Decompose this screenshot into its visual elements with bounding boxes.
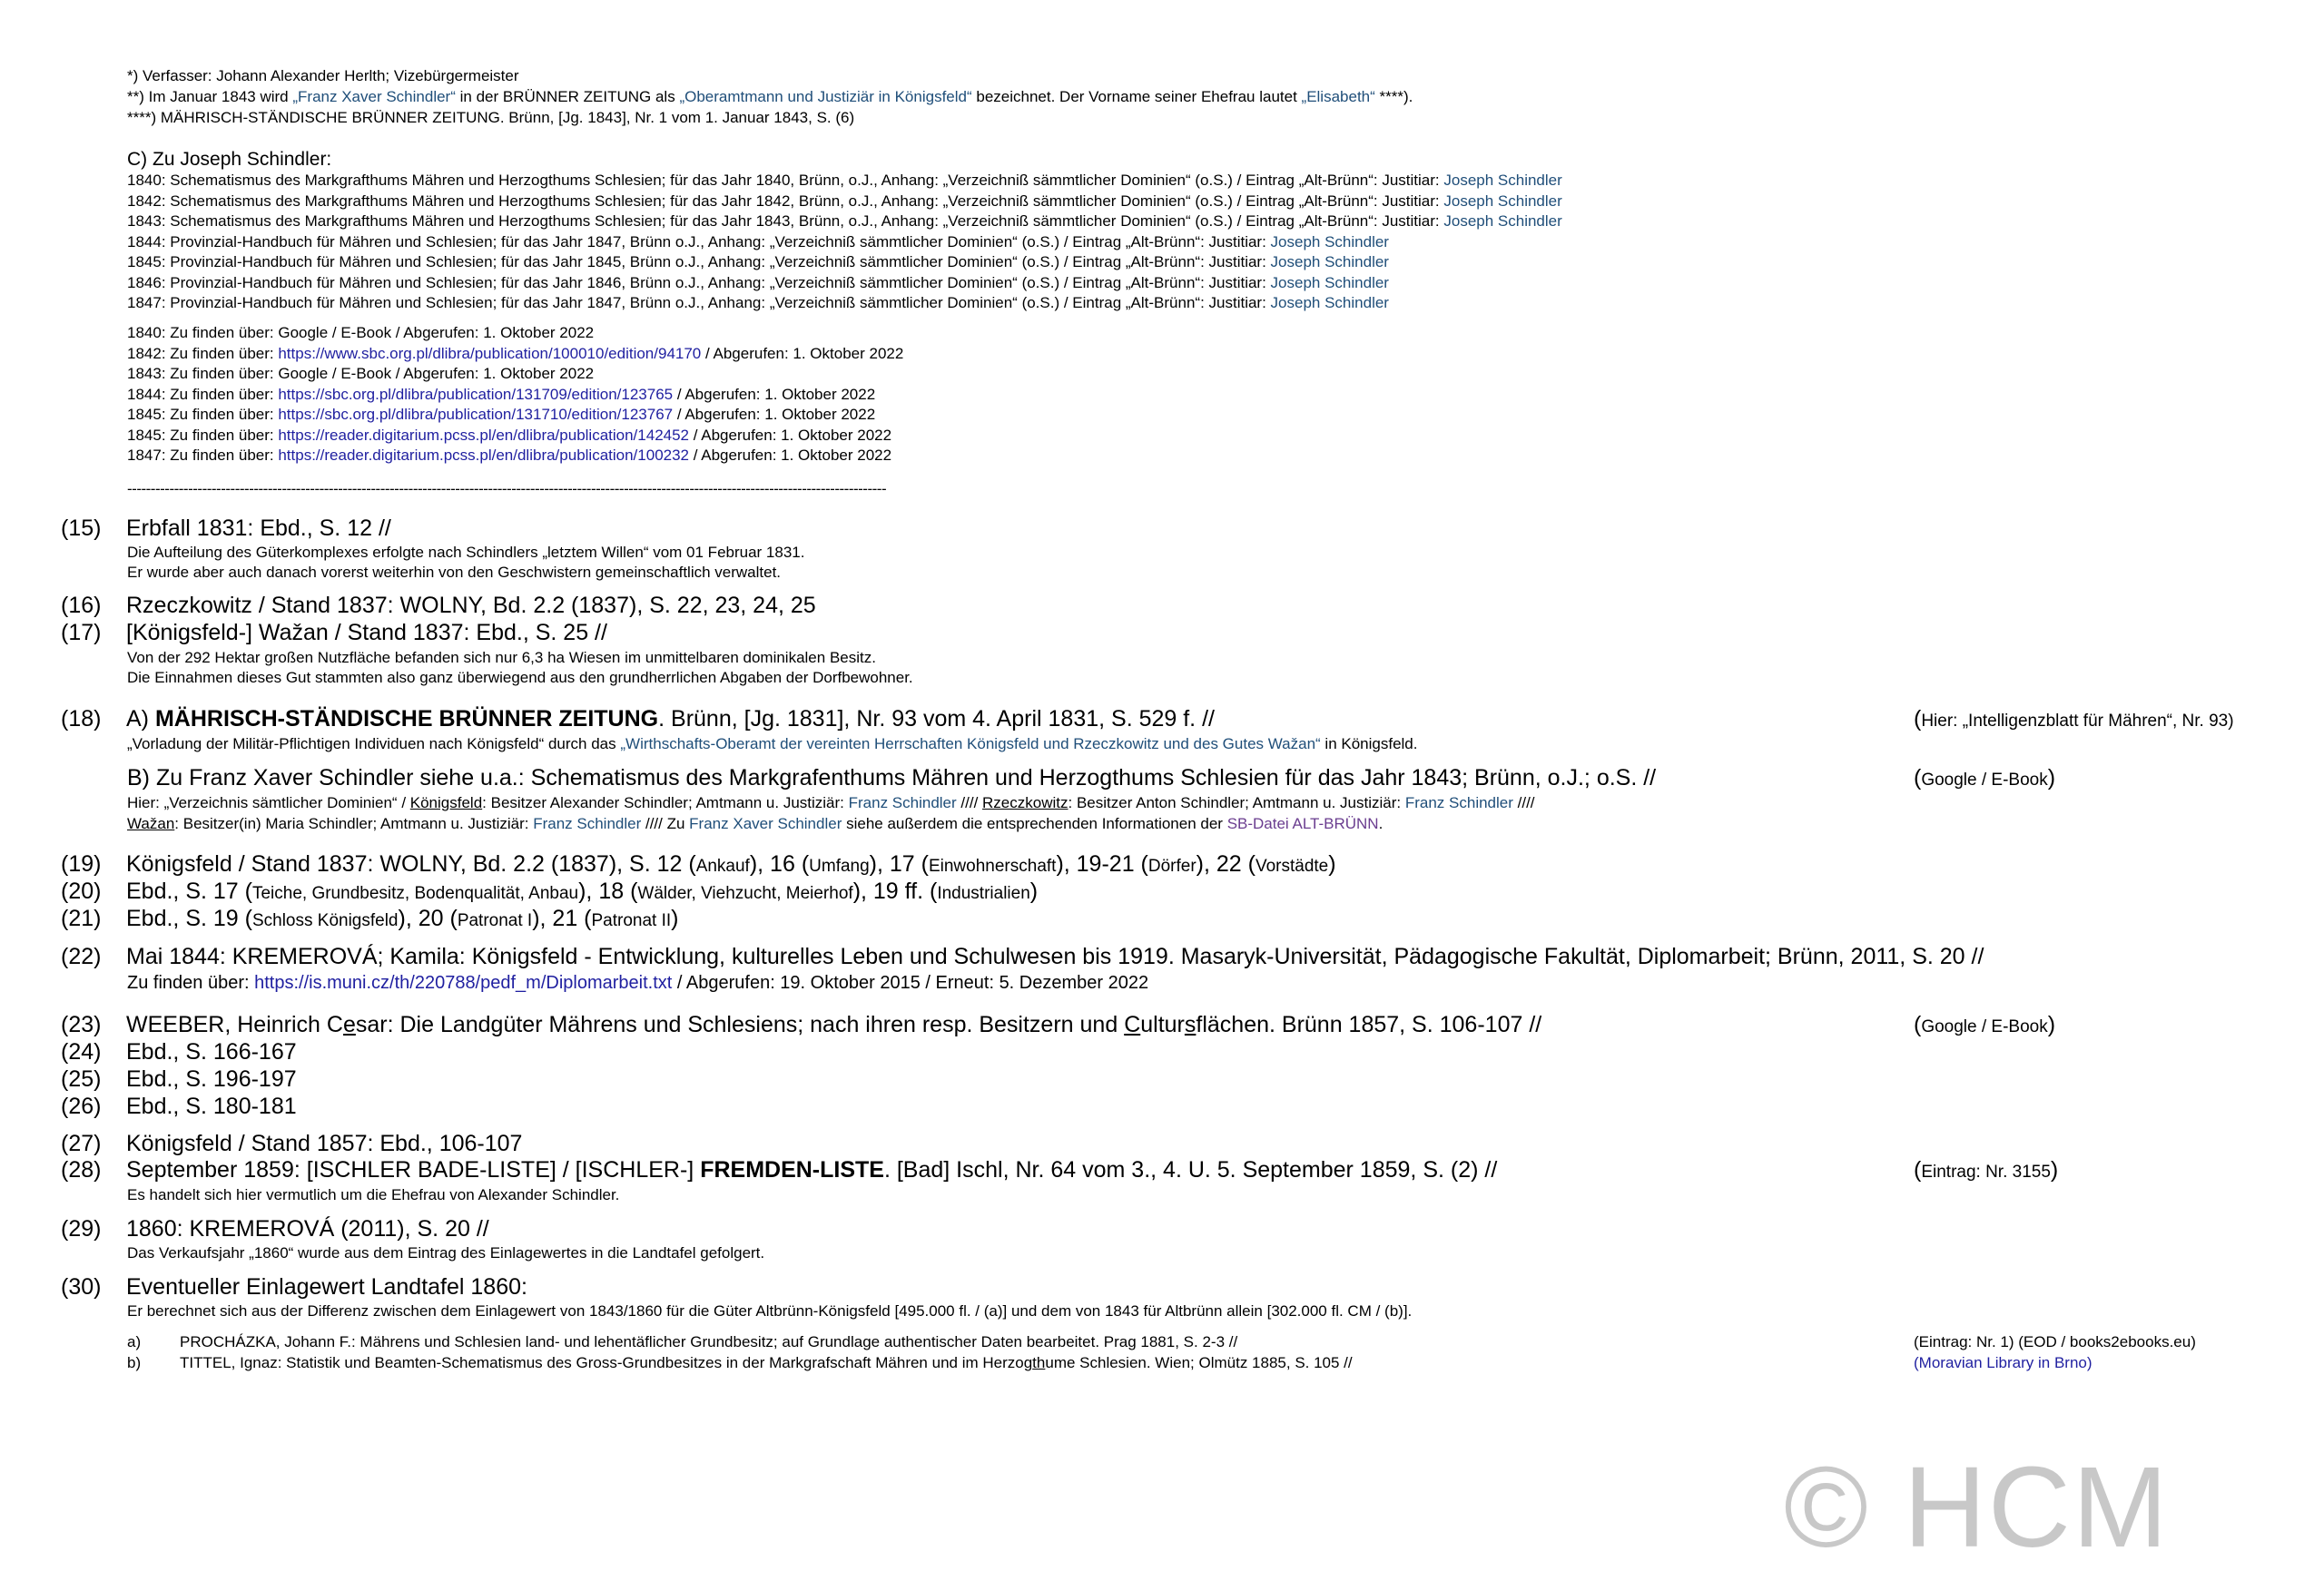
entry-number: (30) [61, 1274, 102, 1300]
copyright-watermark: © HCM [1784, 1443, 2170, 1571]
entry-18b-note: Wažan: Besitzer(in) Maria Schindler; Amtmann u. Justiziär: Franz Schindler //// Zu Franz Xaver Schindler siehe außerdem die entsprechenden Informationen der SB-Datei ALT-BRÜNN. [127, 815, 1384, 832]
source-link[interactable]: https://www.sbc.org.pl/dlibra/publication/100010/edition/94170 [278, 344, 702, 362]
schematismus-entry: 1847: Provinzial-Handbuch für Mähren und Schlesien; für das Jahr 1847, Brünn o.J., Anhang: „Verzeichniß sämmtlicher Dominien“ (o.S.) / Eintrag „Alt-Brünn“: Justitiar: Joseph Schindler [127, 294, 1389, 311]
entry-18b-source: (Google / E-Book) [1914, 765, 2056, 790]
entry-27-main: Königsfeld / Stand 1857: Ebd., 106-107 [126, 1131, 523, 1156]
entry-21-main: Ebd., S. 19 (Schloss Königsfeld), 20 (Patronat I), 21 (Patronat II) [126, 906, 679, 931]
entry-30-b: TITTEL, Ignaz: Statistik und Beamten-Schematismus des Gross-Grundbesitzes in der Markgrafschaft Mähren und im Herzogthume Schlesien. Wien; Olmütz 1885, S. 105 // [180, 1354, 1353, 1371]
entry-18b-note: Hier: „Verzeichnis sämtlicher Dominien“ / Königsfeld: Besitzer Alexander Schindler; Amtmann u. Justiziär: Franz Schindler //// Rzeczkowitz: Besitzer Anton Schindler; Amtmann u. Justiziär: Franz Schindler //// [127, 794, 1535, 811]
entry-15-main: Erbfall 1831: Ebd., S. 12 // [126, 515, 391, 541]
entry-22-main: Mai 1844: KREMEROVÁ; Kamila: Königsfeld - Entwicklung, kulturelles Leben und Schulwesen bis 1919. Masaryk-Universität, Pädagogische Fakultät, Diplomarbeit; Brünn, 2011, S. 20 // [126, 944, 1984, 969]
entry-28-source: (Eintrag: Nr. 3155) [1914, 1157, 2059, 1183]
source-entry: 1840: Zu finden über: Google / E-Book / Abgerufen: 1. Oktober 2022 [127, 324, 595, 341]
entry-number: (22) [61, 944, 102, 969]
source-entry: 1845: Zu finden über: https://reader.digitarium.pcss.pl/en/dlibra/publication/142452 / Abgerufen: 1. Oktober 2022 [127, 426, 892, 444]
footnote-zeitung: ****) MÄHRISCH-STÄNDISCHE BRÜNNER ZEITUNG. Brünn, [Jg. 1843], Nr. 1 vom 1. Januar 1843, S. (6) [127, 109, 855, 126]
entry-number: (23) [61, 1012, 102, 1037]
person-name: Joseph Schindler [1270, 273, 1389, 291]
entry-22-source: Zu finden über: https://is.muni.cz/th/220788/pedf_m/Diplomarbeit.txt / Abgerufen: 19. Oktober 2015 / Erneut: 5. Dezember 2022 [127, 973, 1149, 993]
entry-number: (25) [61, 1066, 102, 1092]
source-entry: 1843: Zu finden über: Google / E-Book / Abgerufen: 1. Oktober 2022 [127, 365, 595, 382]
source-entry: 1844: Zu finden über: https://sbc.org.pl/dlibra/publication/131709/edition/123765 / Abgerufen: 1. Oktober 2022 [127, 385, 876, 403]
entry-number: (16) [61, 593, 102, 618]
person-name: Joseph Schindler [1270, 232, 1389, 250]
person-name: Joseph Schindler [1443, 212, 1562, 230]
entry-number: (17) [61, 620, 102, 645]
source-link[interactable]: https://sbc.org.pl/dlibra/publication/131710/edition/123767 [278, 406, 674, 423]
entry-17-note: Die Einnahmen dieses Gut stammten also ganz überwiegend aus den grundherrlichen Abgaben der Dorfbewohner. [127, 669, 913, 686]
entry-17-main: [Königsfeld-] Wažan / Stand 1837: Ebd., S. 25 // [126, 620, 607, 645]
entry-28-main: September 1859: [ISCHLER BADE-LISTE] / [ISCHLER-] FREMDEN-LISTE. [Bad] Ischl, Nr. 64 vom 3., 4. U. 5. September 1859, S. (2) // [126, 1157, 1498, 1183]
source-link[interactable]: https://reader.digitarium.pcss.pl/en/dlibra/publication/100232 [278, 447, 690, 464]
schematismus-entry: 1843: Schematismus des Markgrafthums Mähren und Herzogthums Schlesien; für das Jahr 1843, Brünn, o.J., Anhang: „Verzeichniß sämmtlicher Dominien“ (o.S.) / Eintrag „Alt-Brünn“: Justitiar: Joseph Schindler [127, 212, 1562, 230]
entry-24-main: Ebd., S. 166-167 [126, 1039, 297, 1065]
entry-number: (20) [61, 879, 102, 904]
entry-30-a-source: (Eintrag: Nr. 1) (EOD / books2ebooks.eu) [1914, 1333, 2196, 1350]
entry-number: (29) [61, 1216, 102, 1242]
schematismus-entry: 1844: Provinzial-Handbuch für Mähren und Schlesien; für das Jahr 1847, Brünn o.J., Anhang: „Verzeichniß sämmtlicher Dominien“ (o.S.) / Eintrag „Alt-Brünn“: Justitiar: Joseph Schindler [127, 232, 1389, 250]
entry-29-note: Das Verkaufsjahr „1860“ wurde aus dem Eintrag des Einlagewertes in die Landtafel gefolgert. [127, 1244, 765, 1262]
entry-30-b-source-link[interactable]: (Moravian Library in Brno) [1914, 1354, 2093, 1371]
entry-18a-source: (Hier: „Intelligenzblatt für Mähren“, Nr. 93) [1914, 706, 2234, 731]
entry-number: (19) [61, 851, 102, 877]
entry-number: (28) [61, 1157, 102, 1183]
person-name: Joseph Schindler [1270, 294, 1389, 311]
entry-18a-note: „Vorladung der Militär-Pflichtigen Individuen nach Königsfeld“ durch das „Wirthschafts-Oberamt der vereinten Herrschaften Königsfeld und Rzeczkowitz und des Gutes Wažan“ in Königsfeld. [127, 735, 1418, 752]
source-entry: 1845: Zu finden über: https://sbc.org.pl/dlibra/publication/131710/edition/123767 / Abgerufen: 1. Oktober 2022 [127, 406, 876, 423]
entry-25-main: Ebd., S. 196-197 [126, 1066, 297, 1092]
footnote-schindler: **) Im Januar 1843 wird „Franz Xaver Schindler“ in der BRÜNNER ZEITUNG als „Oberamtmann und Justiziär in Königsfeld“ bezeichnet. Der Vorname seiner Ehefrau lautet „Elisabeth“ ****). [127, 88, 1413, 105]
schematismus-entry: 1840: Schematismus des Markgrafthums Mähren und Herzogthums Schlesien; für das Jahr 1840, Brünn, o.J., Anhang: „Verzeichniß sämmtlicher Dominien“ (o.S.) / Eintrag „Alt-Brünn“: Justitiar: Joseph Schindler [127, 172, 1562, 189]
entry-23-source: (Google / E-Book) [1914, 1012, 2056, 1037]
source-entry: 1842: Zu finden über: https://www.sbc.org.pl/dlibra/publication/100010/edition/94170 / Abgerufen: 1. Oktober 2022 [127, 344, 904, 362]
entry-number: (26) [61, 1094, 102, 1119]
entry-number: (27) [61, 1131, 102, 1156]
source-link[interactable]: https://is.muni.cz/th/220788/pedf_m/Diplomarbeit.txt [254, 973, 673, 993]
entry-30-note: Er berechnet sich aus der Differenz zwischen dem Einlagewert von 1843/1860 für die Güter Altbrünn-Königsfeld [495.000 fl. / (a)] und dem von 1843 für Altbrünn allein [302.000 fl. CM / (b)]. [127, 1302, 1413, 1320]
section-c-heading: C) Zu Joseph Schindler: [127, 149, 332, 170]
entry-16-main: Rzeczkowitz / Stand 1837: WOLNY, Bd. 2.2 (1837), S. 22, 23, 24, 25 [126, 593, 816, 618]
entry-number: (21) [61, 906, 102, 931]
schematismus-entry: 1842: Schematismus des Markgrafthums Mähren und Herzogthums Schlesien; für das Jahr 1842, Brünn, o.J., Anhang: „Verzeichniß sämmtlicher Dominien“ (o.S.) / Eintrag „Alt-Brünn“: Justitiar: Joseph Schindler [127, 191, 1562, 210]
divider: ------------------------------------------------------------------------------------------------------------------------------------------------------------------ [127, 480, 887, 497]
source-link[interactable]: https://sbc.org.pl/dlibra/publication/131709/edition/123765 [278, 385, 674, 403]
entry-28-note: Es handelt sich hier vermutlich um die Ehefrau von Alexander Schindler. [127, 1186, 620, 1203]
source-link[interactable]: https://reader.digitarium.pcss.pl/en/dlibra/publication/142452 [278, 426, 690, 444]
entry-number: (24) [61, 1039, 102, 1065]
source-entry: 1847: Zu finden über: https://reader.digitarium.pcss.pl/en/dlibra/publication/100232 / Abgerufen: 1. Oktober 2022 [127, 447, 892, 464]
entry-19-main: Königsfeld / Stand 1837: WOLNY, Bd. 2.2 (1837), S. 12 (Ankauf), 16 (Umfang), 17 (Einwohnerschaft), 19-21 (Dörfer), 22 (Vorstädte) [126, 851, 1336, 877]
entry-26-main: Ebd., S. 180-181 [126, 1094, 297, 1119]
schematismus-entry: 1845: Provinzial-Handbuch für Mähren und Schlesien; für das Jahr 1845, Brünn o.J., Anhang: „Verzeichniß sämmtlicher Dominien“ (o.S.) / Eintrag „Alt-Brünn“: Justitiar: Joseph Schindler [127, 253, 1389, 270]
entry-17-note: Von der 292 Hektar großen Nutzfläche befanden sich nur 6,3 ha Wiesen im unmittelbaren dominikalen Besitz. [127, 649, 876, 666]
entry-30-b-label: b) [127, 1354, 142, 1371]
schematismus-entry: 1846: Provinzial-Handbuch für Mähren und Schlesien; für das Jahr 1846, Brünn o.J., Anhang: „Verzeichniß sämmtlicher Dominien“ (o.S.) / Eintrag „Alt-Brünn“: Justitiar: Joseph Schindler [127, 273, 1389, 291]
entry-29-main: 1860: KREMEROVÁ (2011), S. 20 // [126, 1216, 489, 1242]
entry-number: (18) [61, 706, 102, 731]
entry-15-note: Er wurde aber auch danach vorerst weiterhin von den Geschwistern gemeinschaftlich verwaltet. [127, 564, 782, 581]
entry-18a-main: A) MÄHRISCH-STÄNDISCHE BRÜNNER ZEITUNG. Brünn, [Jg. 1831], Nr. 93 vom 4. April 1831, S. 529 f. // [126, 706, 1215, 731]
entry-30-a-label: a) [127, 1333, 142, 1350]
entry-number: (15) [61, 515, 102, 541]
entry-30-a: PROCHÁZKA, Johann F.: Mährens und Schlesien land- und lehentäflicher Grundbesitz; auf Grundlage authentischer Daten bearbeitet. Prag 1881, S. 2-3 // [180, 1333, 1238, 1350]
entry-30-main: Eventueller Einlagewert Landtafel 1860: [126, 1274, 527, 1300]
entry-15-note: Die Aufteilung des Güterkomplexes erfolgte nach Schindlers „letztem Willen“ vom 01 Februar 1831. [127, 544, 805, 561]
entry-23-main: WEEBER, Heinrich Cesar: Die Landgüter Mährens und Schlesiens; nach ihren resp. Besitzern und Cultursflächen. Brünn 1857, S. 106-107 // [126, 1012, 1542, 1037]
person-name: Joseph Schindler [1443, 172, 1562, 189]
entry-18b-main: B) Zu Franz Xaver Schindler siehe u.a.: Schematismus des Markgrafenthums Mähren und Herzogthums Schlesien für das Jahr 1843; Brünn, o.J.; o.S. // [127, 765, 1657, 790]
person-name: Joseph Schindler [1443, 191, 1562, 210]
person-name: Joseph Schindler [1270, 253, 1389, 270]
entry-20-main: Ebd., S. 17 (Teiche, Grundbesitz, Bodenqualität, Anbau), 18 (Wälder, Viehzucht, Meierhof), 19 ff. (Industrialien) [126, 879, 1039, 904]
footnote-verfasser: *) Verfasser: Johann Alexander Herlth; Vizebürgermeister [127, 67, 519, 84]
